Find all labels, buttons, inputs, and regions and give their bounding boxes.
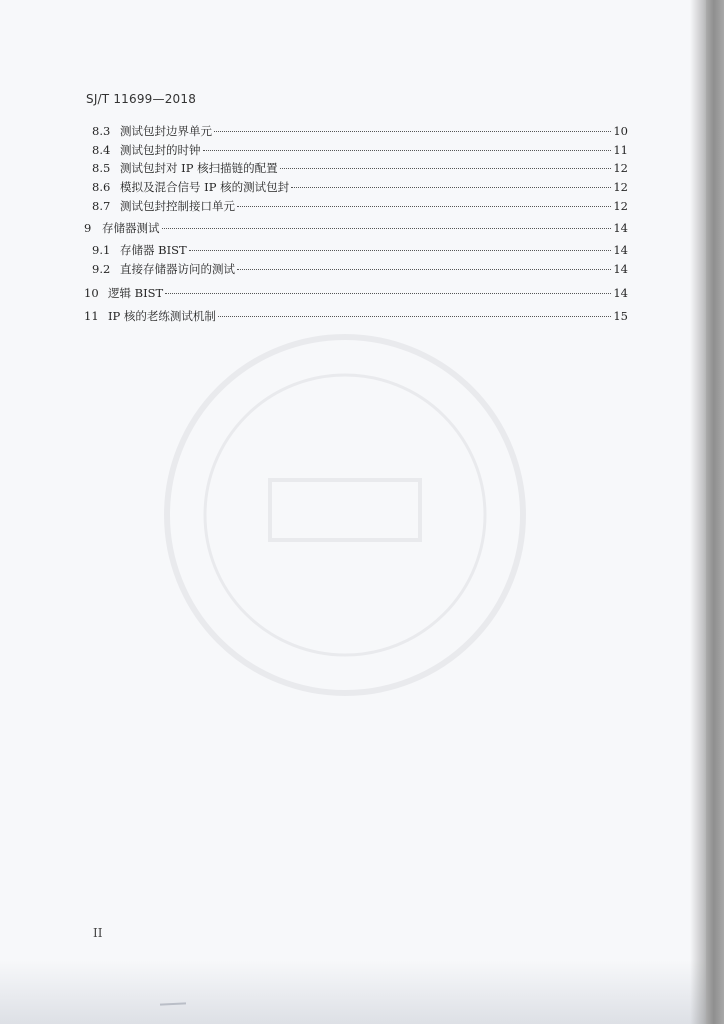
toc-entry-page: 14 bbox=[613, 221, 628, 235]
dot-leader bbox=[280, 168, 612, 169]
dot-leader bbox=[291, 187, 611, 188]
toc-entry-10[interactable] bbox=[84, 286, 628, 300]
toc-entry-number: 8.4 bbox=[92, 143, 111, 157]
dot-leader bbox=[203, 150, 612, 151]
toc-entry-number: 11 bbox=[84, 309, 99, 323]
toc-entry-number: 9 bbox=[84, 221, 92, 235]
toc-entry-number: 8.7 bbox=[92, 199, 111, 213]
toc-entry-9-1[interactable] bbox=[92, 243, 628, 257]
toc-entry-page: 14 bbox=[613, 262, 628, 276]
dot-leader bbox=[189, 250, 612, 251]
toc-entry-title: 直接存储器访问的测试 bbox=[120, 262, 235, 276]
toc-entry-8-4[interactable] bbox=[92, 143, 628, 157]
toc-entry-page: 12 bbox=[613, 180, 628, 194]
toc-entry-page: 15 bbox=[613, 309, 628, 323]
toc-entry-title: 测试包封对 IP 核扫描链的配置 bbox=[120, 161, 278, 175]
toc-entry-number: 8.3 bbox=[92, 124, 111, 138]
toc-entry-number: 8.5 bbox=[92, 161, 111, 175]
dot-leader bbox=[237, 269, 611, 270]
toc-entry-title: 存储器 BIST bbox=[120, 243, 187, 257]
toc-entry-title: 测试包封边界单元 bbox=[120, 124, 212, 138]
toc-entry-page: 12 bbox=[613, 161, 628, 175]
toc-entry-number: 10 bbox=[84, 286, 99, 300]
dot-leader bbox=[165, 293, 611, 294]
toc-entry-8-6[interactable] bbox=[92, 180, 628, 194]
toc-entry-number: 8.6 bbox=[92, 180, 111, 194]
page-number: II bbox=[93, 926, 103, 940]
toc-entry-page: 14 bbox=[613, 243, 628, 257]
dot-leader bbox=[162, 228, 612, 229]
toc-entry-9-2[interactable] bbox=[92, 262, 628, 276]
dot-leader bbox=[214, 131, 611, 132]
toc-entry-8-7[interactable] bbox=[92, 199, 628, 213]
toc-entry-title: IP 核的老练测试机制 bbox=[108, 309, 216, 323]
toc-entry-number: 9.1 bbox=[92, 243, 111, 257]
scan-shadow-edge bbox=[690, 0, 724, 1024]
toc-entry-title: 测试包封控制接口单元 bbox=[120, 199, 235, 213]
dot-leader bbox=[218, 316, 611, 317]
toc-entry-page: 12 bbox=[613, 199, 628, 213]
seal-watermark bbox=[160, 330, 530, 700]
document-code: SJ/T 11699—2018 bbox=[86, 92, 197, 106]
toc-entry-11[interactable] bbox=[84, 309, 628, 323]
toc-entry-page: 10 bbox=[613, 124, 628, 138]
toc-entry-title: 存储器测试 bbox=[102, 221, 160, 235]
toc-entry-title: 逻辑 BIST bbox=[108, 286, 164, 300]
toc-entry-page: 14 bbox=[613, 286, 628, 300]
dot-leader bbox=[237, 206, 611, 207]
scan-shadow-bottom bbox=[0, 960, 706, 1024]
toc-entry-8-5[interactable] bbox=[92, 161, 628, 175]
toc-entry-8-3[interactable] bbox=[92, 124, 628, 138]
toc-entry-title: 模拟及混合信号 IP 核的测试包封 bbox=[120, 180, 290, 194]
toc-entry-9[interactable] bbox=[84, 221, 628, 235]
toc-entry-number: 9.2 bbox=[92, 262, 111, 276]
toc-entry-title: 测试包封的时钟 bbox=[120, 143, 201, 157]
toc-entry-page: 11 bbox=[613, 143, 628, 157]
